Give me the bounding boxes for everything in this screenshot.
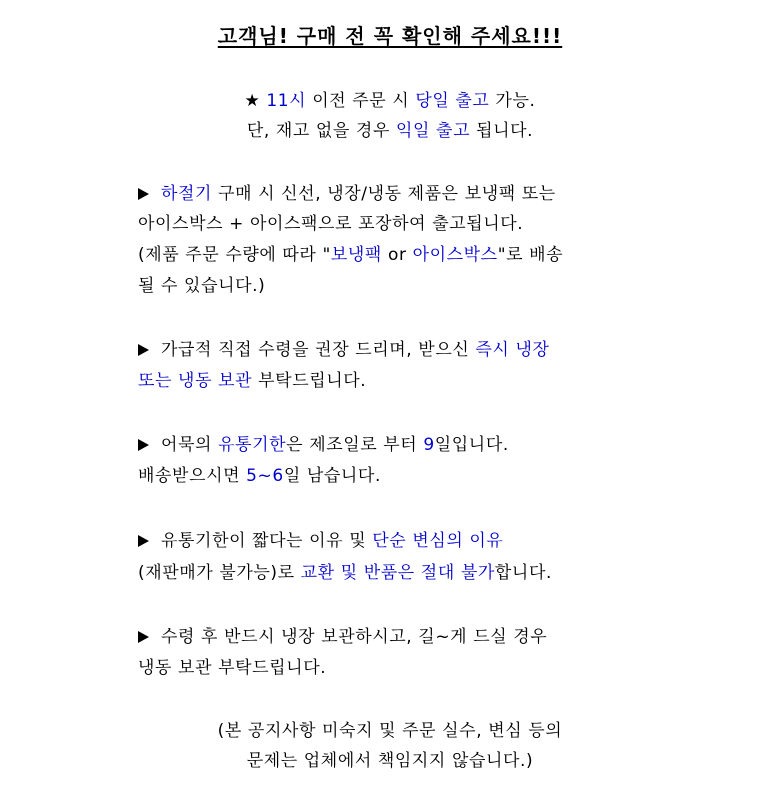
page-title: 고객님! 구매 전 꼭 확인해 주세요!!! bbox=[217, 24, 563, 48]
shipping-notice-line-1: ★ 11시 이전 주문 시 당일 출고 가능. bbox=[244, 91, 536, 111]
return-policy-notice-line-1: 유통기한이 짧다는 이유 및 단순 변심의 이유 bbox=[138, 530, 503, 552]
triangle-bullet-icon bbox=[138, 535, 149, 547]
long-storage-notice-line-2: 냉동 보관 부탁드립니다. bbox=[138, 658, 327, 678]
disclaimer-line-2: 문제는 업체에서 책임지지 않습니다.) bbox=[246, 751, 534, 771]
triangle-bullet-icon bbox=[138, 344, 149, 356]
shipping-notice-line-2: 단, 재고 없을 경우 익일 출고 됩니다. bbox=[246, 121, 534, 141]
packaging-notice-line-1: 하절기 구매 시 신선, 냉장/냉동 제품은 보냉팩 또는 bbox=[138, 183, 556, 205]
return-policy-notice-line-2: (재판매가 불가능)로 교환 및 반품은 절대 불가합니다. bbox=[138, 563, 552, 583]
packaging-notice-line-3: (제품 주문 수량에 따라 "보냉팩 or 아이스박스"로 배송 bbox=[138, 245, 564, 265]
star-icon: ★ bbox=[244, 91, 261, 111]
shelf-life-notice-line-2: 배송받으시면 5~6일 남습니다. bbox=[138, 466, 381, 486]
triangle-bullet-icon bbox=[138, 439, 149, 451]
packaging-notice-line-2: 아이스박스 + 아이스팩으로 포장하여 출고됩니다. bbox=[138, 214, 524, 234]
shelf-life-notice-line-1: 어묵의 유통기한은 제조일로 부터 9일입니다. bbox=[138, 434, 509, 456]
packaging-notice-line-4: 될 수 있습니다.) bbox=[138, 276, 266, 296]
long-storage-notice-line-1: 수령 후 반드시 냉장 보관하시고, 길~게 드실 경우 bbox=[138, 626, 547, 648]
storage-notice-line-2: 또는 냉동 보관 부탁드립니다. bbox=[138, 371, 367, 391]
triangle-bullet-icon bbox=[138, 631, 149, 643]
disclaimer-line-1: (본 공지사항 미숙지 및 주문 실수, 변심 등의 bbox=[217, 721, 563, 741]
triangle-bullet-icon bbox=[138, 188, 149, 200]
storage-notice-line-1: 가급적 직접 수령을 권장 드리며, 받으신 즉시 냉장 bbox=[138, 339, 549, 361]
